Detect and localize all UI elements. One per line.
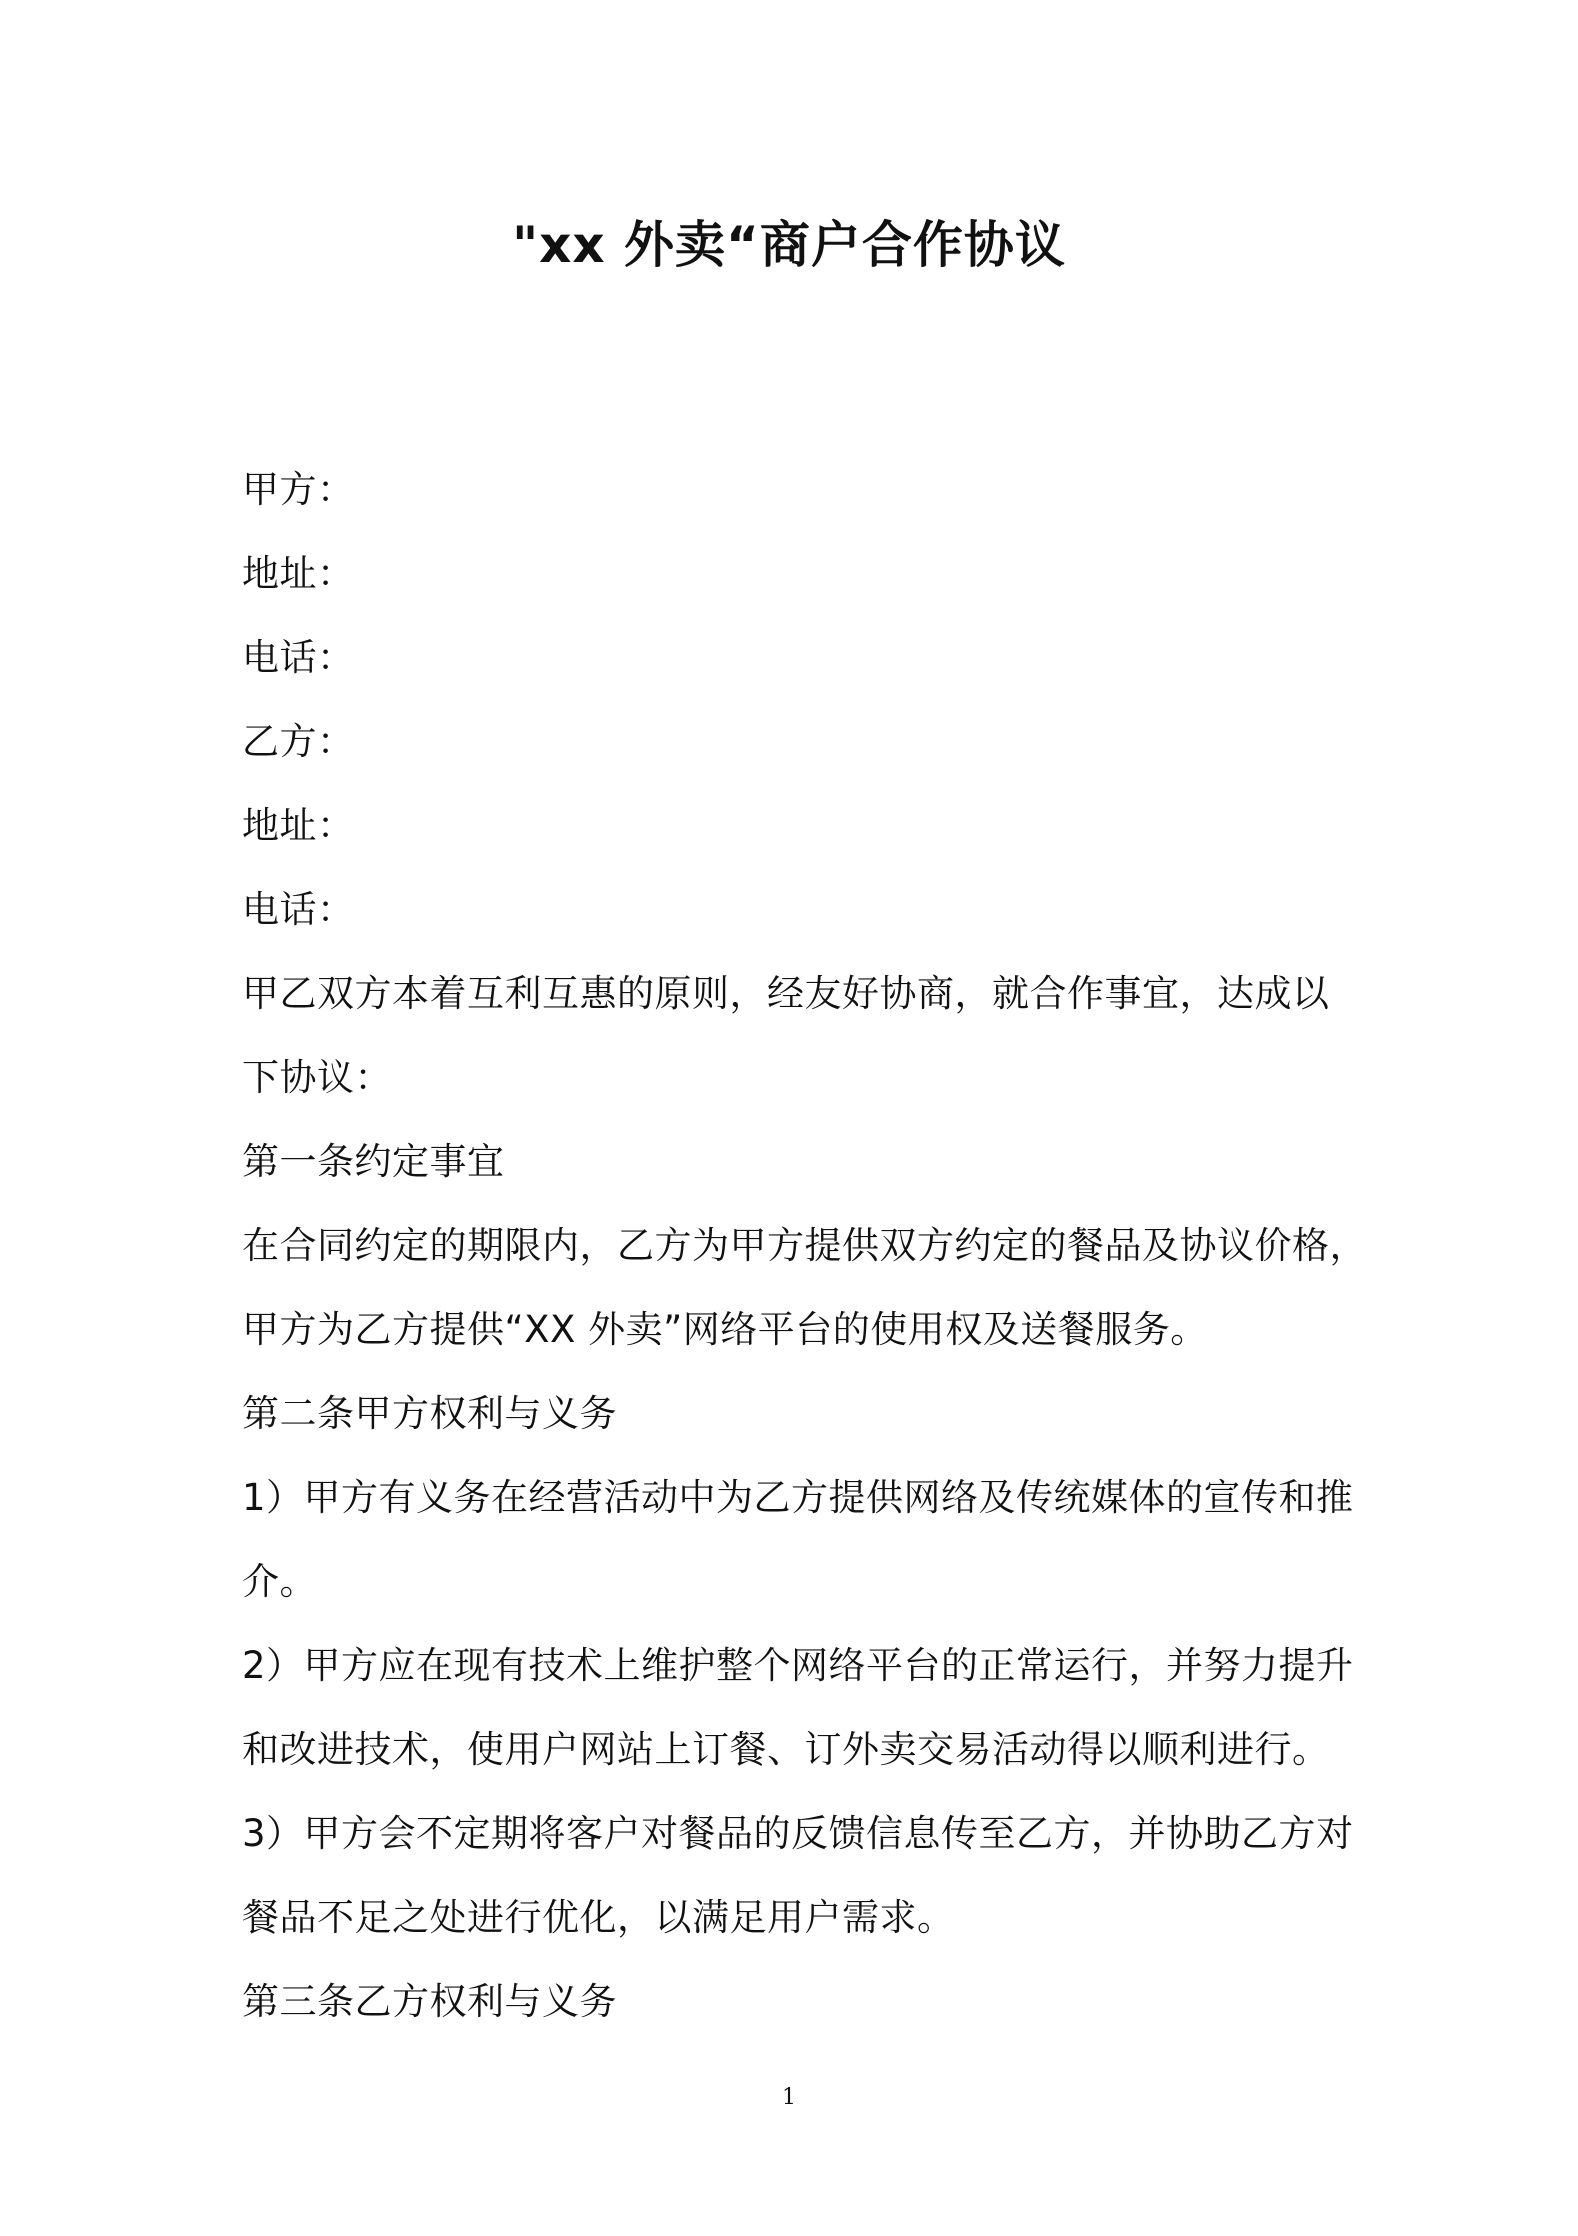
party-a-phone-label: 电话：: [242, 636, 355, 679]
article-1-text-line: 甲方为乙方提供“XX 外卖”网络平台的使用权及送餐服务。: [242, 1308, 1208, 1351]
article-2-item-3-line: 餐品不足之处进行优化，以满足用户需求。: [242, 1896, 955, 1939]
party-b-phone-label: 电话：: [242, 888, 355, 931]
article-2-item-1-line: 1）甲方有义务在经营活动中为乙方提供网络及传统媒体的宣传和推: [242, 1476, 1354, 1519]
article-2-item-2-line: 2）甲方应在现有技术上维护整个网络平台的正常运行，并努力提升: [242, 1644, 1354, 1687]
article-1-heading: 第一条约定事宜: [242, 1140, 505, 1183]
party-b-label: 乙方：: [242, 720, 355, 763]
document-body: [242, 448, 1367, 2044]
preamble-line: 下协议：: [242, 1056, 392, 1099]
article-1-text-line: 在合同约定的期限内，乙方为甲方提供双方约定的餐品及协议价格，: [242, 1224, 1367, 1267]
document-title: "xx 外卖“商户合作协议: [512, 216, 1066, 274]
party-a-label: 甲方：: [242, 468, 355, 511]
party-b-address-label: 地址：: [242, 804, 355, 847]
article-2-item-1-line: 介。: [242, 1560, 317, 1603]
page-number: 1: [782, 2085, 796, 2110]
article-2-item-3-line: 3）甲方会不定期将客户对餐品的反馈信息传至乙方，并协助乙方对: [242, 1812, 1354, 1855]
article-2-item-2-line: 和改进技术，使用户网站上订餐、订外卖交易活动得以顺利进行。: [242, 1728, 1330, 1771]
article-2-heading: 第二条甲方权利与义务: [242, 1392, 617, 1435]
party-a-address-label: 地址：: [242, 552, 355, 595]
article-3-heading: 第三条乙方权利与义务: [242, 1980, 617, 2023]
preamble-line: 甲乙双方本着互利互惠的原则，经友好协商，就合作事宜，达成以: [242, 972, 1330, 1015]
